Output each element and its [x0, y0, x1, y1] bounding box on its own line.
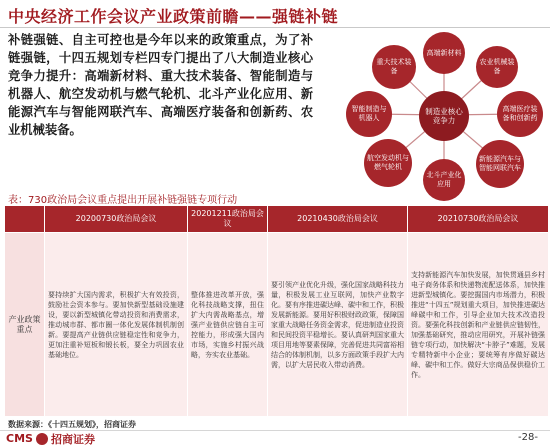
cell-20201211: 整体推进改革开放，强化科技战略支撑，扭住扩大内需战略基点，增强产业链供应链自主可控能力，形成强大国内市场，实施乡村振兴战略，夯实农业基础。	[188, 233, 268, 417]
table-header-corner	[5, 206, 45, 233]
diagram-node-nev: 新能源汽车与智能网联汽车	[476, 140, 524, 188]
intro-paragraph: 补链强链、自主可控也是今年以来的政策重点，为了补链强链，十四五规划专栏四专门提出了八大制造业核心竞争力提升：高端新材料、重大技术装备、智能制造与机器人、航空发动机与燃气轮机、北斗产业化应用、新能源汽车与智能网联汽车、高端医疗装备和创新药、农业机械装备。	[8, 32, 313, 138]
row-heading: 产业政策重点	[5, 233, 45, 417]
data-source: 数据来源：《十四五规划》，招商证券	[8, 420, 136, 429]
diagram-node-major-equipment: 重大技术装备	[372, 45, 416, 89]
diagram-node-agri-machinery: 农业机械装备	[476, 46, 518, 88]
core-competitiveness-diagram	[340, 30, 550, 216]
logo-text-company: 招商证券	[50, 432, 95, 446]
table-header-20210430: 20210430政治局会议	[268, 206, 408, 233]
cell-20200730: 要持续扩大国内需求，积极扩大有效投资，鼓励社会资本参与。要加快新型基础设施建设，要以新型城镇化带动投资和消费需求，推动城市群、都市圈一体化发展体制机制创新。要提高产业链供应链稳定性和竞争力，更加注重补短板和锻长板，要全力巩固农业基础地位。	[45, 233, 188, 417]
diagram-node-smart-manufacturing: 智能制造与机器人	[346, 91, 392, 137]
diagram-node-medical-drugs: 高端医疗装备和创新药	[497, 91, 543, 137]
diagram-node-beidou: 北斗产业化应用	[423, 159, 465, 201]
table-caption: 表：730政治局会议重点提出开展补链强链专项行动	[8, 195, 238, 206]
diagram-node-new-materials: 高端新材料	[423, 32, 465, 74]
table-header-row	[5, 206, 549, 233]
table-header-20200730: 20200730政治局会议	[45, 206, 188, 233]
page-title: 中央经济工作会议产业政策前瞻——强链补链	[8, 7, 339, 26]
logo-mark-icon	[36, 433, 48, 445]
table-header-20210730: 20210730政治局会议	[408, 206, 549, 233]
diagram-center-node: 制造业核心竞争力	[419, 91, 469, 141]
cell-20210430: 要引领产业优化升级，强化国家战略科技力量，积极发展工业互联网，加快产业数字化。要有序推进碳达峰、碳中和工作，积极发展新能源。要用好积极财政政策，保障国家重大战略任务资金需求，促进制造业投资和民间投资平稳增长。要认真研判国家重大项目用地等要素保障，完善促进共同富裕相结合的体制机制，以多方面政策手段扩大内需，以扩大居民收入带动消费。	[268, 233, 408, 417]
title-divider	[0, 27, 550, 28]
table-header-20201211: 20201211政治局会议	[188, 206, 268, 233]
page-number: -28-	[518, 432, 538, 443]
logo-text-cms: CMS	[6, 432, 33, 445]
table-row	[5, 233, 549, 417]
diagram-node-aero-engine: 航空发动机与燃气轮机	[364, 139, 412, 187]
policy-meetings-table	[4, 205, 549, 417]
cms-logo	[6, 432, 95, 445]
cell-20210730: 支持新能源汽车加快发展，加快贯通县乡村电子商务体系和快递物流配送体系，加快推进新型城镇化。要挖掘国内市场潜力，积极推进“十四五”规划重大项目，加快推进碳达峰碳中和工作，引导企业加大技术改造投资。要强化科技创新和产业链供应链韧性，加强基础研究，推动应用研究，开展补链强链专项行动，加快解决“卡脖子”难题，发展专精特新中小企业；要统筹有序做好碳达峰、碳中和工作。做好大宗商品保供稳价工作。	[408, 233, 549, 417]
